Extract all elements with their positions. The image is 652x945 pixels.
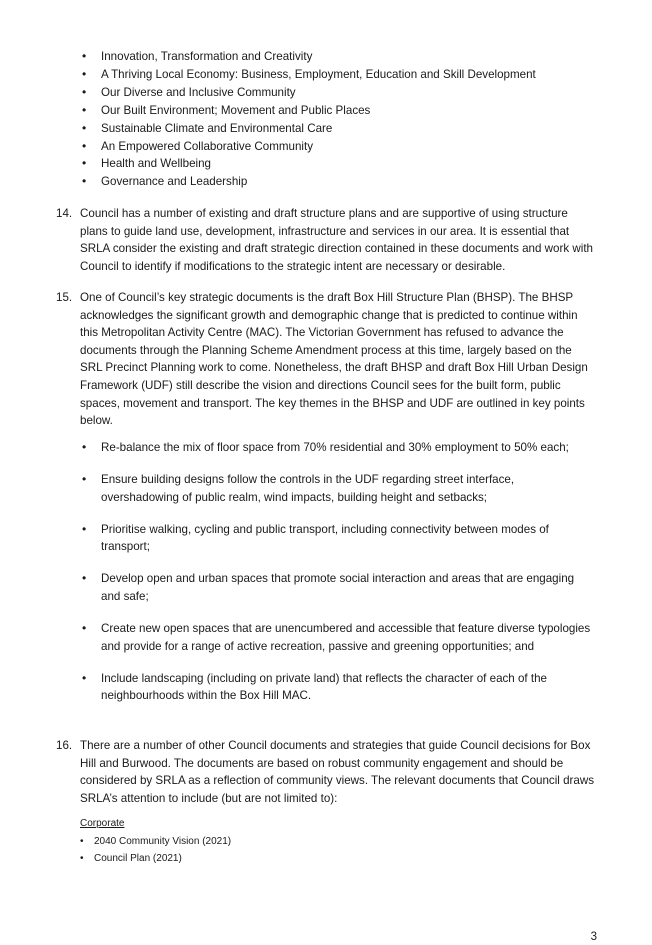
paragraph-14	[56, 205, 596, 275]
list-item: • An Empowered Collaborative Community	[82, 138, 622, 156]
council-plan-themes-list	[82, 48, 622, 191]
paragraph-16	[56, 737, 596, 807]
list-item: • Create new open spaces that are unencumbered and accessible that feature diverse typologies and provide for a range of active recreation, passive and greening opportunities; and	[82, 620, 594, 655]
paragraph-15	[56, 289, 596, 430]
corporate-documents-list	[80, 834, 231, 867]
list-item: • Ensure building designs follow the controls in the UDF regarding street interface, overshadowing of public realm, wind impacts, building height and setbacks;	[82, 471, 594, 506]
list-item: • Innovation, Transformation and Creativity	[82, 48, 622, 66]
paragraph-text: Council has a number of existing and draft structure plans and are supportive of using structure plans to guide land use, development, infrastructure and services in our area. It is essential that SRLA consider the existing and draft strategic direction contained in these documents and work with Council to identify if modifications to the strategic intent are necessary or desirable.	[80, 207, 593, 273]
list-item: • Governance and Leadership	[82, 173, 622, 191]
list-item: • A Thriving Local Economy: Business, Employment, Education and Skill Development	[82, 66, 622, 84]
list-item: • Health and Wellbeing	[82, 155, 622, 173]
list-item: • Our Diverse and Inclusive Community	[82, 84, 622, 102]
paragraph-text: One of Council’s key strategic documents is the draft Box Hill Structure Plan (BHSP). The BHSP acknowledges the significant growth and demographic change that is predicted to continue within this Metropolitan Activity Centre (MAC). The Victorian Government has refused to advance the documents through the Planning Scheme Amendment process at this time, largely based on the SRL Precinct Planning work to come. Nonetheless, the draft BHSP and draft Box Hill Urban Design Framework (UDF) still describe the vision and directions Council sees for the built form, public spaces, movement and transport. The key themes in the BHSP and UDF are outlined in key points below.	[80, 291, 588, 428]
list-item: • Our Built Environment; Movement and Public Places	[82, 102, 622, 120]
paragraph-number: 16.	[56, 739, 73, 752]
list-item: • Prioritise walking, cycling and public transport, including connectivity between modes of transport;	[82, 521, 594, 556]
list-item: • 2040 Community Vision (2021)	[80, 834, 231, 851]
paragraph-number: 15.	[56, 291, 73, 304]
corporate-heading: Corporate	[80, 818, 125, 829]
list-item: • Sustainable Climate and Environmental Care	[82, 120, 622, 138]
bhsp-key-points-list	[82, 439, 594, 720]
list-item: • Include landscaping (including on private land) that reflects the character of each of the neighbourhoods within the Box Hill MAC.	[82, 670, 594, 705]
paragraph-text: There are a number of other Council documents and strategies that guide Council decisions for Box Hill and Burwood. The documents are based on robust community engagement and should be considered by SRLA as a reflection of community views. The relevant documents that Council draws SRLA’s attention to include (but are not limited to):	[80, 739, 595, 805]
paragraph-number: 14.	[56, 207, 73, 220]
page-number: 3	[590, 931, 597, 943]
list-item: • Re-balance the mix of floor space from 70% residential and 30% employment to 50% each;	[82, 439, 594, 457]
list-item: • Develop open and urban spaces that promote social interaction and areas that are engaging and safe;	[82, 570, 594, 605]
list-item: • Council Plan (2021)	[80, 851, 231, 868]
